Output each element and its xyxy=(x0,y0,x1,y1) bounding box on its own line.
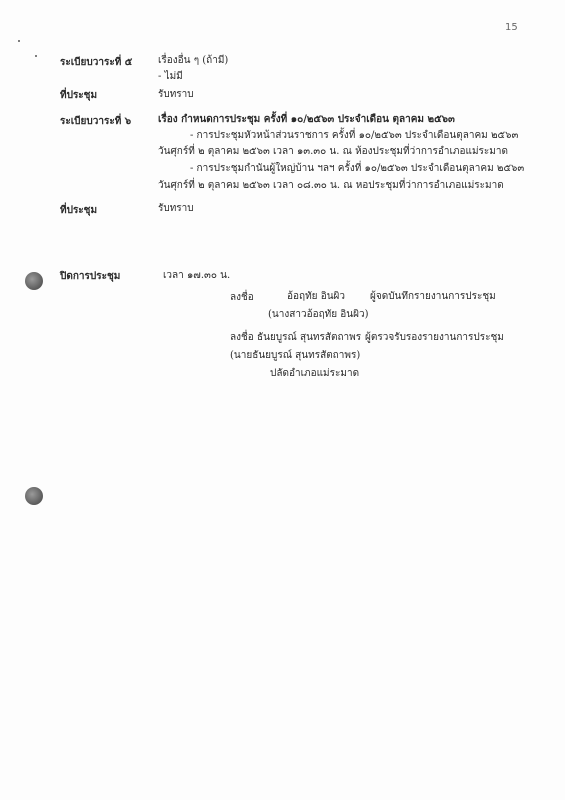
agenda6-resolution: รับทราบ xyxy=(158,203,194,214)
signature2-position: ปลัดอำเภอแม่ระมาด xyxy=(270,368,360,379)
agenda5-resolution-label: ที่ประชุม xyxy=(60,90,98,101)
page-number: 15 xyxy=(505,22,518,33)
binder-hole xyxy=(25,487,43,505)
signature1-role: ผู้จดบันทึกรายงานการประชุม xyxy=(370,291,496,302)
scan-speck xyxy=(18,40,20,42)
agenda5-resolution: รับทราบ xyxy=(158,89,194,100)
agenda6-resolution-label: ที่ประชุม xyxy=(60,205,98,216)
signature1-name: อ้อฤทัย อินผิว xyxy=(287,291,346,302)
agenda6-item1-line2: วันศุกร์ที่ ๒ ตุลาคม ๒๕๖๓ เวลา ๑๓.๓๐ น. ณ ห้องประชุมที่ว่าการอำเภอแม่ระมาด xyxy=(158,146,508,157)
agenda6-item2-line2: วันศุกร์ที่ ๒ ตุลาคม ๒๕๖๓ เวลา ๐๘.๓๐ น. ณ หอประชุมที่ว่าการอำเภอแม่ระมาด xyxy=(158,180,504,191)
agenda6-label: ระเบียบวาระที่ ๖ xyxy=(60,116,132,127)
binder-hole xyxy=(25,272,43,290)
agenda6-topic: เรื่อง กำหนดการประชุม ครั้งที่ ๑๐/๒๕๖๓ ประจำเดือน ตุลาคม ๒๕๖๓ xyxy=(158,114,455,125)
closing-time: เวลา ๑๗.๓๐ น. xyxy=(163,270,231,281)
signature2-sign-word: ลงชื่อ xyxy=(230,332,254,343)
signature2-full-name: (นายธันยบูรณ์ สุนทรสัตถาพร) xyxy=(230,350,361,361)
signature2-role: ผู้ตรวจรับรองรายงานการประชุม xyxy=(365,332,504,343)
agenda6-item1-line1: - การประชุมหัวหน้าส่วนราชการ ครั้งที่ ๑๐/๒๕๖๓ ประจำเดือนตุลาคม ๒๕๖๓ xyxy=(190,130,519,141)
agenda5-label: ระเบียบวาระที่ ๕ xyxy=(60,57,133,68)
closing-label: ปิดการประชุม xyxy=(60,271,121,282)
agenda5-topic: เรื่องอื่น ๆ (ถ้ามี) xyxy=(158,55,229,66)
signature2-name: ธันยบูรณ์ สุนทรสัตถาพร xyxy=(257,332,362,343)
agenda5-detail: - ไม่มี xyxy=(158,71,183,82)
agenda6-item2-line1: - การประชุมกำนันผู้ใหญ่บ้าน ฯลฯ ครั้งที่ ๑๐/๒๕๖๓ ประจำเดือนตุลาคม ๒๕๖๓ xyxy=(190,163,525,174)
signature1-full-name: (นางสาวอ้อฤทัย อินผิว) xyxy=(268,309,369,320)
signature1-sign-word: ลงชื่อ xyxy=(230,292,254,303)
scan-speck xyxy=(35,55,37,57)
